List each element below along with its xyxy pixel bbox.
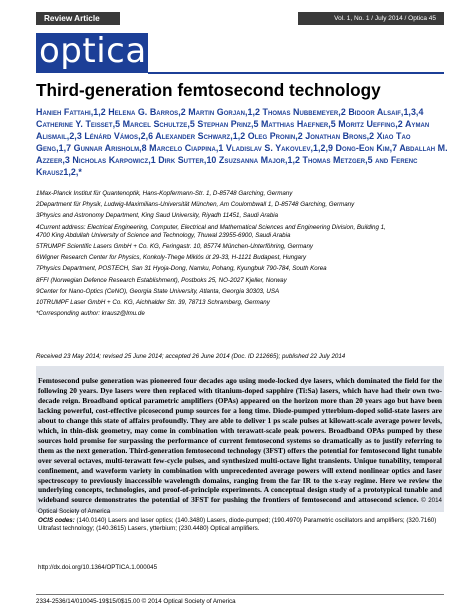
affiliation-item: 2Department für Physik, Ludwig-Maximilians-Universität München, Am Coulombwall 1, D-85748 Garching, Germany [36,201,355,209]
corresponding-author: *Corresponding author: krausz@lmu.de [36,310,145,318]
abstract [38,376,442,517]
journal-header [0,0,474,24]
author-names: Hanieh Fattahi,1,2 Helena G. Barros,2 Martin Gorjan,1,2 Thomas Nubbemeyer,2 Bidoor Alsaif,1,3,4 Catherine Y. Teisset,5 Marcel Schultze,5 Stephan Prinz,5 Matthias Haefner,5 Moritz Ueffing,2 Ayman Alismail,2,3 Lénárd Vámos,2,6 Alexander Schwarz,1,2 Oleg Pronin,2 Jonathan Brons,2 Xiao Tao Geng,1,7 Gunnar Arisholm,8 Marcelo Ciappina,1 Vladislav S. Yakovlev,1,2,9 Dong-Eon Kim,7 Abdallah M. Azzeer,3 Nicholas Karpowicz,1 Dirk Sutter,10 Zsuzsanna Major,1,2 Thomas Metzger,5 and Ferenc Krausz1,2,* [36,107,448,177]
abstract-text: Femtosecond pulse generation was pioneered four decades ago using mode-locked dye lasers, which dominated the field for the following 20 years. Dye lasers were then replaced with titanium-doped sapphire (Ti:Sa) lasers, which have had their own two-decade reign. Broadband optical parametric amplifiers (OPAs) appeared on the horizon more than 20 years ago but have been lacking powerful, cost-effective picosecond pump sources for a long time. Diode-pumped ytterbium-doped solid-state lasers are about to change this state of affairs profoundly. They are able to deliver 1 ps scale pulses at kilowatt-scale average power levels, which, in thin-disk geometry, may come in combination with terawatt-scale peak powers. Broadband OPAs pumped by these sources hold promise for surpassing the performance of current femtosecond systems so dramatically as to justify referring to them as the next generation. Third-generation femtosecond technology (3FST) offers the potential for femtosecond light tunable over several octaves, multi-terawatt few-cycle pulses, and synthesized multi-octave light transients. Unique tunability, temporal confinement, and waveform variety in combination with unprecedented average powers will extend nonlinear optics and laser spectroscopy to previously inaccessible wavelength domains, ranging from the far IR to the x-ray regime. Here we review the underlying concepts, technologies, and proof-of-principle experiments. A conceptual design study of a prototypical tunable and wideband source demonstrates the potential of 3FST for pushing the frontiers of femtosecond and attosecond science. [38,376,442,505]
logo-rule [148,72,444,74]
doi-link[interactable]: http://dx.doi.org/10.1364/OPTICA.1.000045 [38,564,158,571]
affiliation-item: 6Wigner Research Center for Physics, Konkoly-Thege Miklós út 29-33, H-1121 Budapest, Hungary [36,254,307,262]
page-footer: 2334-2536/14/010045-19$15/0$15.00 © 2014 Optical Society of America [36,598,236,605]
affiliation-item: 9Center for Nano-Optics (CeNO), Georgia State University, Atlanta, Georgia 30303, USA [36,287,280,295]
journal-logo [36,33,148,73]
affiliation-item: 4Current address: Electrical Engineering, Computer, Electrical and Mathematical Sciences and Engineering Division, Building 1, [36,223,386,231]
author-list [36,107,448,178]
article-title: Third-generation femtosecond technology [36,80,381,100]
section-label: Review Article [36,12,120,25]
affiliation-item: 4700 King Abdullah University of Science and Technology, Thuwal 23955-6900, Saudi Arabia [36,231,291,239]
affiliation-item: 8FFI (Norwegian Defence Research Establishment), Postboks 25, NO-2027 Kjeller, Norway [36,276,287,284]
footer-rule [36,594,444,595]
ocis-codes-text: (140.0140) Lasers and laser optics; (140.3480) Lasers, diode-pumped; (190.4970) Parametric oscillators and amplifiers; (320.7160) Ultrafast technology; (140.3615) Lasers, ytterbium; (230.4480) Optical amplifiers. [38,517,437,533]
affiliation-item: 3Physics and Astronomy Department, King Saud University, Riyadh 11451, Saudi Arabia [36,212,279,220]
issue-info: Vol. 1, No. 1 / July 2014 / Optica 45 [298,12,444,25]
ocis-codes [38,517,442,534]
affiliations [36,190,448,318]
affiliation-item: 5TRUMPF Scientific Lasers GmbH + Co. KG, Feringastr. 10, 85774 München-Unterföhring, Germany [36,243,314,251]
ocis-label: OCIS codes: [38,517,75,524]
affiliation-item: 10TRUMPF Laser GmbH + Co. KG, Aichhalder Str. 39, 78713 Schramberg, Germany [36,299,270,307]
affiliation-item: 7Physics Department, POSTECH, San 31 Hyoja-Dong, Namku, Pohang, Kyungbuk 790-784, South Korea [36,265,327,273]
received-dates: Received 23 May 2014; revised 25 June 2014; accepted 26 June 2014 (Doc. ID 212665); published 22 July 2014 [36,353,346,360]
journal-logo-text: optica [39,31,147,71]
affiliation-item: 1Max-Planck Institut für Quantenoptik, Hans-Kopfermann-Str. 1, D-85748 Garching, Germany [36,190,293,197]
abstract-copyright: © 2014 Optical Society of America [38,497,442,516]
